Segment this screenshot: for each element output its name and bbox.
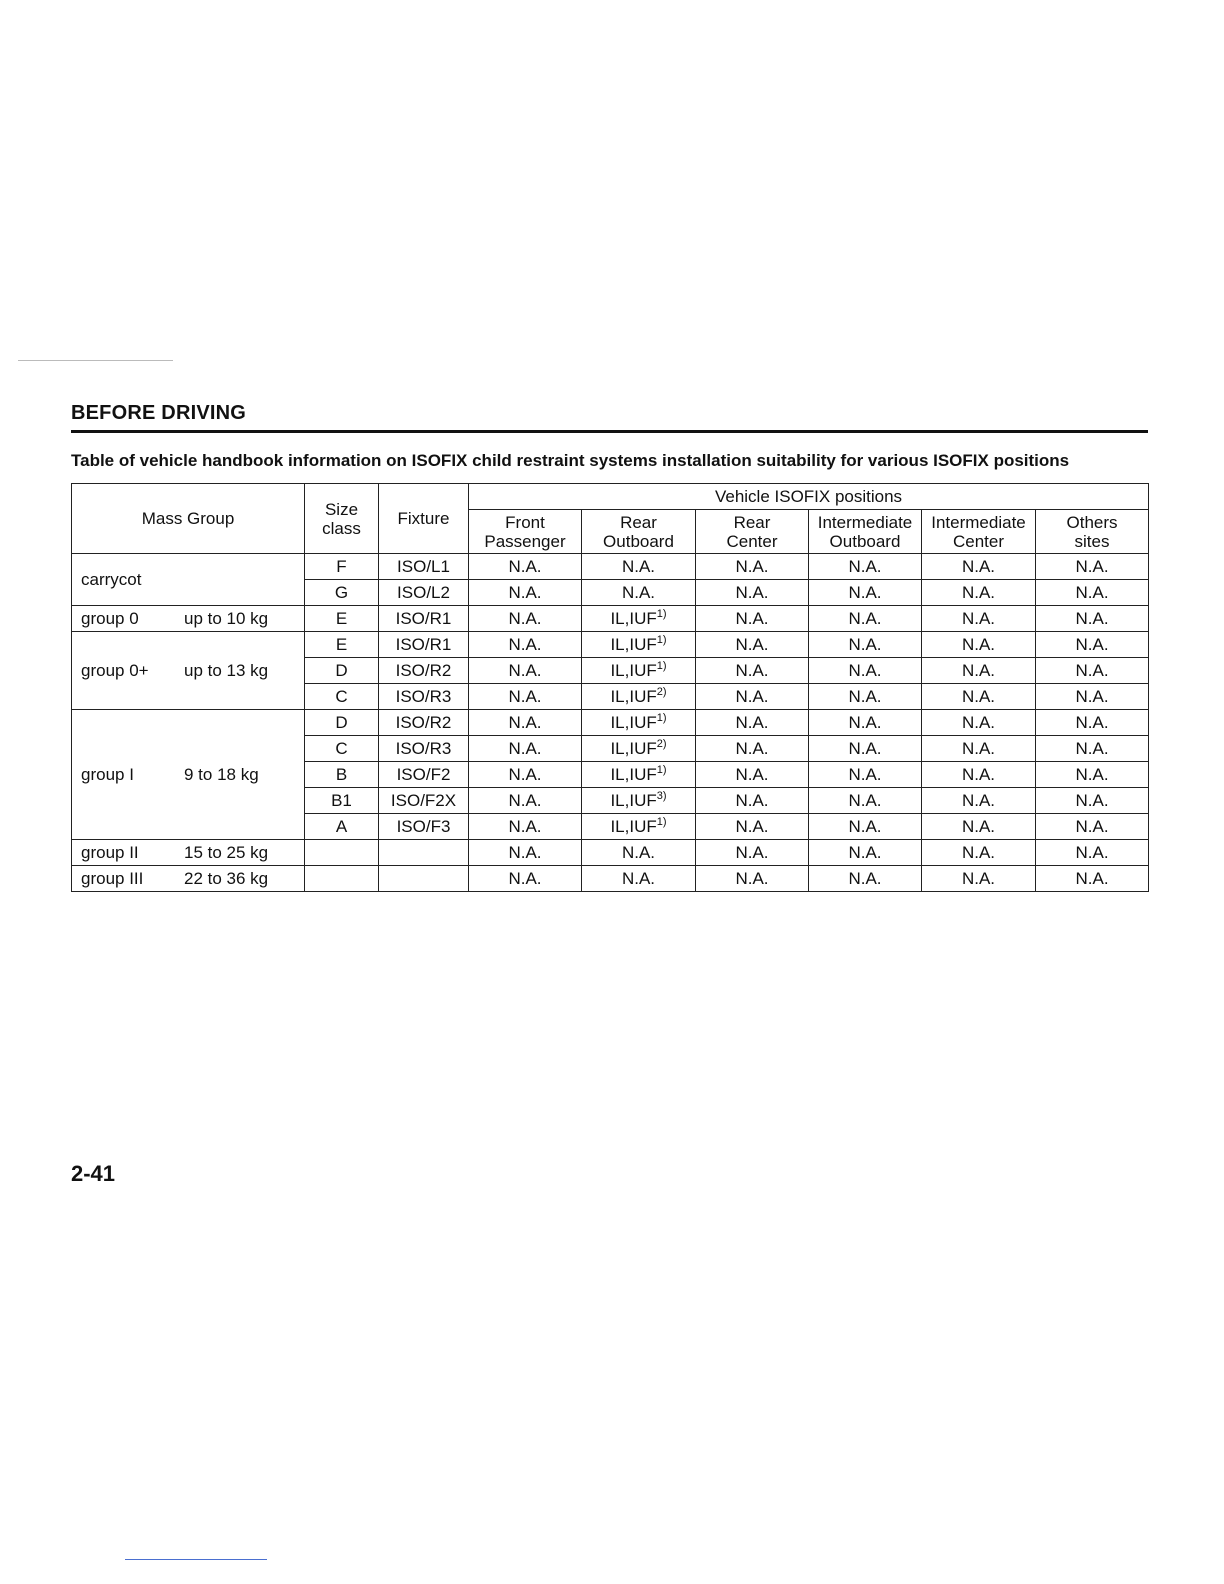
header-mass-group: Mass Group xyxy=(72,484,305,554)
header-position-line: Front xyxy=(505,512,545,532)
size-class-cell xyxy=(305,710,379,736)
position-cell-int-center-text: N.A. xyxy=(961,687,996,706)
fixture-cell xyxy=(379,632,469,658)
position-cell-int-center xyxy=(922,736,1036,762)
footnote-marker: 1) xyxy=(656,712,667,724)
position-cell-others xyxy=(1036,554,1149,580)
fixture-cell-text: ISO/R2 xyxy=(395,661,452,680)
fixture-cell xyxy=(379,814,469,840)
position-cell-int-center-text: N.A. xyxy=(961,765,996,784)
position-cell-front-text: N.A. xyxy=(508,609,542,628)
table-row xyxy=(72,866,1149,892)
position-cell-rear-out-text: IL,IUF xyxy=(610,609,657,628)
position-cell-front xyxy=(469,658,582,684)
position-cell-rear-out xyxy=(582,580,696,606)
position-cell-others xyxy=(1036,840,1149,866)
position-cell-others xyxy=(1036,606,1149,632)
position-cell-others-text: N.A. xyxy=(1075,843,1109,862)
position-cell-rear-out-text: N.A. xyxy=(621,583,656,602)
position-cell-int-center xyxy=(922,580,1036,606)
size-class-cell xyxy=(305,814,379,840)
fixture-cell-text: ISO/R3 xyxy=(395,739,452,758)
position-cell-rear-center xyxy=(696,840,809,866)
position-cell-int-out-text: N.A. xyxy=(848,869,882,888)
position-cell-rear-out-text: IL,IUF xyxy=(610,687,657,706)
fixture-cell xyxy=(379,736,469,762)
position-cell-rear-out-text: IL,IUF xyxy=(610,635,657,654)
page-number: 2-41 xyxy=(71,1161,116,1186)
position-cell-front-text: N.A. xyxy=(508,765,542,784)
position-cell-int-out-text: N.A. xyxy=(848,739,882,758)
position-cell-others xyxy=(1036,684,1149,710)
position-cell-rear-out-text: IL,IUF xyxy=(610,765,657,784)
position-cell-others-text: N.A. xyxy=(1075,583,1109,602)
fixture-cell-text: ISO/F2 xyxy=(396,765,451,784)
size-class-cell xyxy=(305,684,379,710)
mass-group-name: group I xyxy=(81,765,134,784)
size-class-cell xyxy=(305,866,379,892)
mass-group-range: up to 13 kg xyxy=(184,661,269,680)
fixture-cell xyxy=(379,658,469,684)
footnote-marker: 1) xyxy=(656,608,667,620)
scan-artifact-line xyxy=(125,1559,267,1560)
position-cell-rear-out xyxy=(582,814,696,840)
fixture-cell xyxy=(379,762,469,788)
position-cell-front xyxy=(469,866,582,892)
size-class-cell xyxy=(305,554,379,580)
position-cell-others xyxy=(1036,814,1149,840)
fixture-cell-text: ISO/R1 xyxy=(395,635,452,654)
position-cell-rear-out-text: N.A. xyxy=(621,869,656,888)
position-cell-rear-center-text: N.A. xyxy=(735,609,769,628)
position-cell-int-center xyxy=(922,658,1036,684)
position-cell-others-text: N.A. xyxy=(1075,791,1109,810)
table-row xyxy=(72,840,1149,866)
position-cell-int-center-text: N.A. xyxy=(961,583,996,602)
position-cell-rear-out-text: IL,IUF xyxy=(610,661,657,680)
position-cell-rear-center-text: N.A. xyxy=(735,869,769,888)
position-cell-rear-center xyxy=(696,554,809,580)
position-cell-int-center xyxy=(922,788,1036,814)
position-cell-rear-out-text: IL,IUF xyxy=(610,713,657,732)
position-cell-rear-out xyxy=(582,788,696,814)
position-cell-others xyxy=(1036,762,1149,788)
position-cell-int-center-text: N.A. xyxy=(961,713,996,732)
size-class-cell xyxy=(305,736,379,762)
position-cell-rear-center xyxy=(696,658,809,684)
table-row xyxy=(72,632,1149,658)
header-position xyxy=(469,510,582,554)
position-cell-int-center xyxy=(922,710,1036,736)
fixture-cell xyxy=(379,684,469,710)
position-cell-rear-out-text: N.A. xyxy=(621,843,656,862)
header-fixture: Fixture xyxy=(379,484,469,554)
position-cell-others-text: N.A. xyxy=(1075,687,1109,706)
mass-group-range: 9 to 18 kg xyxy=(184,765,259,784)
position-cell-others-text: N.A. xyxy=(1075,817,1109,836)
position-cell-rear-center xyxy=(696,710,809,736)
position-cell-int-out xyxy=(809,606,922,632)
fixture-cell xyxy=(379,554,469,580)
position-cell-front xyxy=(469,710,582,736)
position-cell-int-center xyxy=(922,866,1036,892)
mass-group-range: up to 10 kg xyxy=(184,609,269,628)
header-position-line: Others xyxy=(1066,512,1118,532)
position-cell-rear-center-text: N.A. xyxy=(735,583,769,602)
position-cell-others xyxy=(1036,658,1149,684)
fixture-cell-text: ISO/L2 xyxy=(397,583,450,602)
size-class-cell xyxy=(305,606,379,632)
mass-group-name: group 0 xyxy=(81,609,139,628)
footnote-marker: 1) xyxy=(656,660,667,672)
mass-group-cell xyxy=(72,710,305,840)
position-cell-int-out-text: N.A. xyxy=(848,557,882,576)
position-cell-rear-center xyxy=(696,736,809,762)
position-cell-rear-out xyxy=(582,866,696,892)
position-cell-front-text: N.A. xyxy=(508,687,542,706)
position-cell-int-out xyxy=(809,632,922,658)
position-cell-int-out xyxy=(809,710,922,736)
position-cell-int-out-text: N.A. xyxy=(848,817,882,836)
position-cell-front xyxy=(469,580,582,606)
header-position xyxy=(1036,510,1149,554)
position-cell-int-center-text: N.A. xyxy=(961,557,996,576)
position-cell-int-center-text: N.A. xyxy=(961,869,996,888)
header-position-line: Outboard xyxy=(829,531,901,551)
header-position xyxy=(922,510,1036,554)
position-cell-others xyxy=(1036,866,1149,892)
position-cell-int-center xyxy=(922,762,1036,788)
header-size-class-label: Size class xyxy=(322,499,361,538)
position-cell-front xyxy=(469,840,582,866)
fixture-cell-text: ISO/F2X xyxy=(390,791,457,810)
position-cell-int-out xyxy=(809,684,922,710)
position-cell-rear-out xyxy=(582,658,696,684)
size-class-cell-text: A xyxy=(335,817,348,836)
header-position-line: Rear xyxy=(620,512,657,532)
table-row xyxy=(72,606,1149,632)
size-class-cell-text: B1 xyxy=(331,791,352,810)
position-cell-front xyxy=(469,684,582,710)
position-cell-front xyxy=(469,554,582,580)
footnote-marker: 1) xyxy=(656,764,667,776)
position-cell-front-text: N.A. xyxy=(508,583,542,602)
header-position-line: Intermediate xyxy=(931,512,1026,532)
mass-group-cell xyxy=(72,840,305,866)
position-cell-front-text: N.A. xyxy=(508,661,542,680)
position-cell-int-center xyxy=(922,606,1036,632)
header-position-line: sites xyxy=(1074,531,1110,551)
position-cell-rear-out xyxy=(582,554,696,580)
fixture-cell-text: ISO/R1 xyxy=(395,609,452,628)
position-cell-int-center xyxy=(922,632,1036,658)
position-cell-rear-center-text: N.A. xyxy=(735,739,769,758)
size-class-cell-text: C xyxy=(335,687,348,706)
isofix-suitability-table xyxy=(71,483,1149,892)
position-cell-front xyxy=(469,762,582,788)
position-cell-front xyxy=(469,788,582,814)
size-class-cell-text: E xyxy=(335,609,348,628)
fixture-cell xyxy=(379,866,469,892)
position-cell-others-text: N.A. xyxy=(1075,661,1109,680)
position-cell-rear-center xyxy=(696,866,809,892)
position-cell-int-center xyxy=(922,814,1036,840)
position-cell-front-text: N.A. xyxy=(508,843,542,862)
position-cell-int-out-text: N.A. xyxy=(848,583,882,602)
header-position xyxy=(696,510,809,554)
header-position-line: Center xyxy=(952,531,1005,551)
position-cell-front-text: N.A. xyxy=(508,557,542,576)
position-cell-rear-out xyxy=(582,606,696,632)
mass-group-cell xyxy=(72,554,305,606)
size-class-cell-text: F xyxy=(336,557,347,576)
table-row xyxy=(72,710,1149,736)
position-cell-int-out xyxy=(809,866,922,892)
position-cell-int-center-text: N.A. xyxy=(961,739,996,758)
position-cell-front xyxy=(469,606,582,632)
position-cell-rear-center xyxy=(696,606,809,632)
position-cell-rear-center xyxy=(696,580,809,606)
footnote-marker: 1) xyxy=(656,816,667,828)
position-cell-others-text: N.A. xyxy=(1075,609,1109,628)
size-class-cell-text: C xyxy=(335,739,348,758)
position-cell-int-out-text: N.A. xyxy=(848,713,882,732)
position-cell-int-out xyxy=(809,658,922,684)
position-cell-rear-center xyxy=(696,814,809,840)
fixture-cell xyxy=(379,840,469,866)
position-cell-int-out-text: N.A. xyxy=(848,635,882,654)
position-cell-int-center-text: N.A. xyxy=(961,843,996,862)
scan-artifact-line xyxy=(18,360,173,361)
position-cell-rear-out xyxy=(582,762,696,788)
header-position-line: Outboard xyxy=(603,531,674,551)
title-rule xyxy=(71,430,1148,433)
header-position-line: Intermediate xyxy=(817,512,913,532)
position-cell-rear-out xyxy=(582,736,696,762)
position-cell-rear-out-text: N.A. xyxy=(621,557,656,576)
footnote-marker: 2) xyxy=(656,738,667,750)
size-class-cell xyxy=(305,762,379,788)
position-cell-rear-center-text: N.A. xyxy=(735,635,769,654)
position-cell-int-center-text: N.A. xyxy=(961,661,996,680)
position-cell-rear-center-text: N.A. xyxy=(735,817,769,836)
position-cell-int-out xyxy=(809,840,922,866)
position-cell-front-text: N.A. xyxy=(508,713,542,732)
fixture-cell xyxy=(379,710,469,736)
position-cell-others-text: N.A. xyxy=(1075,869,1109,888)
mass-group-name: group II xyxy=(81,843,139,862)
mass-group-name: carrycot xyxy=(81,570,142,589)
position-cell-int-center-text: N.A. xyxy=(961,635,996,654)
position-cell-rear-out xyxy=(582,710,696,736)
footnote-marker: 2) xyxy=(656,686,667,698)
size-class-cell xyxy=(305,658,379,684)
size-class-cell xyxy=(305,788,379,814)
position-cell-rear-center-text: N.A. xyxy=(735,687,769,706)
position-cell-others xyxy=(1036,580,1149,606)
header-position-line: Rear xyxy=(733,512,771,532)
position-cell-rear-out xyxy=(582,632,696,658)
fixture-cell-text: ISO/F3 xyxy=(396,817,451,836)
position-cell-int-out xyxy=(809,554,922,580)
position-cell-others xyxy=(1036,710,1149,736)
fixture-cell-text: ISO/R3 xyxy=(395,687,452,706)
position-cell-int-out xyxy=(809,788,922,814)
position-cell-rear-center-text: N.A. xyxy=(735,791,769,810)
mass-group-name: group 0+ xyxy=(81,661,149,680)
position-cell-int-out xyxy=(809,736,922,762)
position-cell-rear-center xyxy=(696,788,809,814)
header-size-class xyxy=(305,484,379,554)
position-cell-int-center xyxy=(922,554,1036,580)
position-cell-front-text: N.A. xyxy=(508,817,542,836)
mass-group-cell xyxy=(72,866,305,892)
size-class-cell-text: B xyxy=(335,765,348,784)
position-cell-rear-out-text: IL,IUF xyxy=(610,791,657,810)
position-cell-front xyxy=(469,814,582,840)
position-cell-rear-center-text: N.A. xyxy=(735,557,769,576)
position-cell-int-center-text: N.A. xyxy=(961,817,996,836)
footnote-marker: 3) xyxy=(656,790,667,802)
fixture-cell-text: ISO/L1 xyxy=(397,557,450,576)
size-class-cell-text: D xyxy=(335,661,348,680)
size-class-cell-text: D xyxy=(335,713,348,732)
mass-group-cell xyxy=(72,632,305,710)
position-cell-front-text: N.A. xyxy=(508,635,542,654)
header-position-line: Passenger xyxy=(484,531,566,551)
mass-group-range: 22 to 36 kg xyxy=(184,869,269,888)
size-class-cell xyxy=(305,580,379,606)
position-cell-int-center xyxy=(922,840,1036,866)
position-cell-rear-center-text: N.A. xyxy=(735,765,769,784)
position-cell-int-out-text: N.A. xyxy=(848,843,882,862)
table-row xyxy=(72,554,1149,580)
position-cell-int-out-text: N.A. xyxy=(848,661,882,680)
size-class-cell-text: G xyxy=(334,583,349,602)
size-class-cell-text: E xyxy=(335,635,348,654)
position-cell-int-center-text: N.A. xyxy=(961,791,996,810)
header-position xyxy=(809,510,922,554)
position-cell-others-text: N.A. xyxy=(1075,765,1109,784)
position-cell-rear-center xyxy=(696,632,809,658)
section-title: BEFORE DRIVING xyxy=(71,402,247,424)
position-cell-int-out xyxy=(809,762,922,788)
header-position xyxy=(582,510,696,554)
position-cell-rear-center xyxy=(696,762,809,788)
position-cell-others xyxy=(1036,788,1149,814)
position-cell-int-center xyxy=(922,684,1036,710)
header-positions-title: Vehicle ISOFIX positions xyxy=(469,484,1149,510)
position-cell-int-out-text: N.A. xyxy=(848,765,882,784)
position-cell-int-out-text: N.A. xyxy=(848,687,882,706)
position-cell-others-text: N.A. xyxy=(1075,713,1109,732)
position-cell-rear-out xyxy=(582,840,696,866)
position-cell-int-out-text: N.A. xyxy=(848,791,882,810)
position-cell-rear-center-text: N.A. xyxy=(735,661,769,680)
position-cell-int-out xyxy=(809,580,922,606)
position-cell-rear-center-text: N.A. xyxy=(735,843,769,862)
position-cell-front xyxy=(469,632,582,658)
position-cell-rear-center-text: N.A. xyxy=(735,713,769,732)
size-class-cell xyxy=(305,840,379,866)
position-cell-others xyxy=(1036,632,1149,658)
position-cell-rear-out-text: IL,IUF xyxy=(610,817,657,836)
mass-group-cell xyxy=(72,606,305,632)
position-cell-others-text: N.A. xyxy=(1075,739,1109,758)
position-cell-others-text: N.A. xyxy=(1075,557,1109,576)
position-cell-rear-out-text: IL,IUF xyxy=(610,739,657,758)
position-cell-front-text: N.A. xyxy=(508,791,542,810)
position-cell-front xyxy=(469,736,582,762)
position-cell-front-text: N.A. xyxy=(508,869,542,888)
position-cell-int-center-text: N.A. xyxy=(961,609,996,628)
fixture-cell-text: ISO/R2 xyxy=(395,713,452,732)
footnote-marker: 1) xyxy=(656,634,667,646)
mass-group-name: group III xyxy=(81,869,144,888)
position-cell-rear-out xyxy=(582,684,696,710)
position-cell-others-text: N.A. xyxy=(1075,635,1109,654)
fixture-cell xyxy=(379,606,469,632)
size-class-cell xyxy=(305,632,379,658)
position-cell-front-text: N.A. xyxy=(508,739,542,758)
header-position-line: Center xyxy=(726,531,778,551)
table-caption: Table of vehicle handbook information on ISOFIX child restraint systems installation suitability for various ISOFIX positions xyxy=(71,451,1070,470)
position-cell-others xyxy=(1036,736,1149,762)
fixture-cell xyxy=(379,580,469,606)
position-cell-int-out-text: N.A. xyxy=(848,609,882,628)
fixture-cell xyxy=(379,788,469,814)
position-cell-rear-center xyxy=(696,684,809,710)
mass-group-range: 15 to 25 kg xyxy=(184,843,269,862)
position-cell-int-out xyxy=(809,814,922,840)
